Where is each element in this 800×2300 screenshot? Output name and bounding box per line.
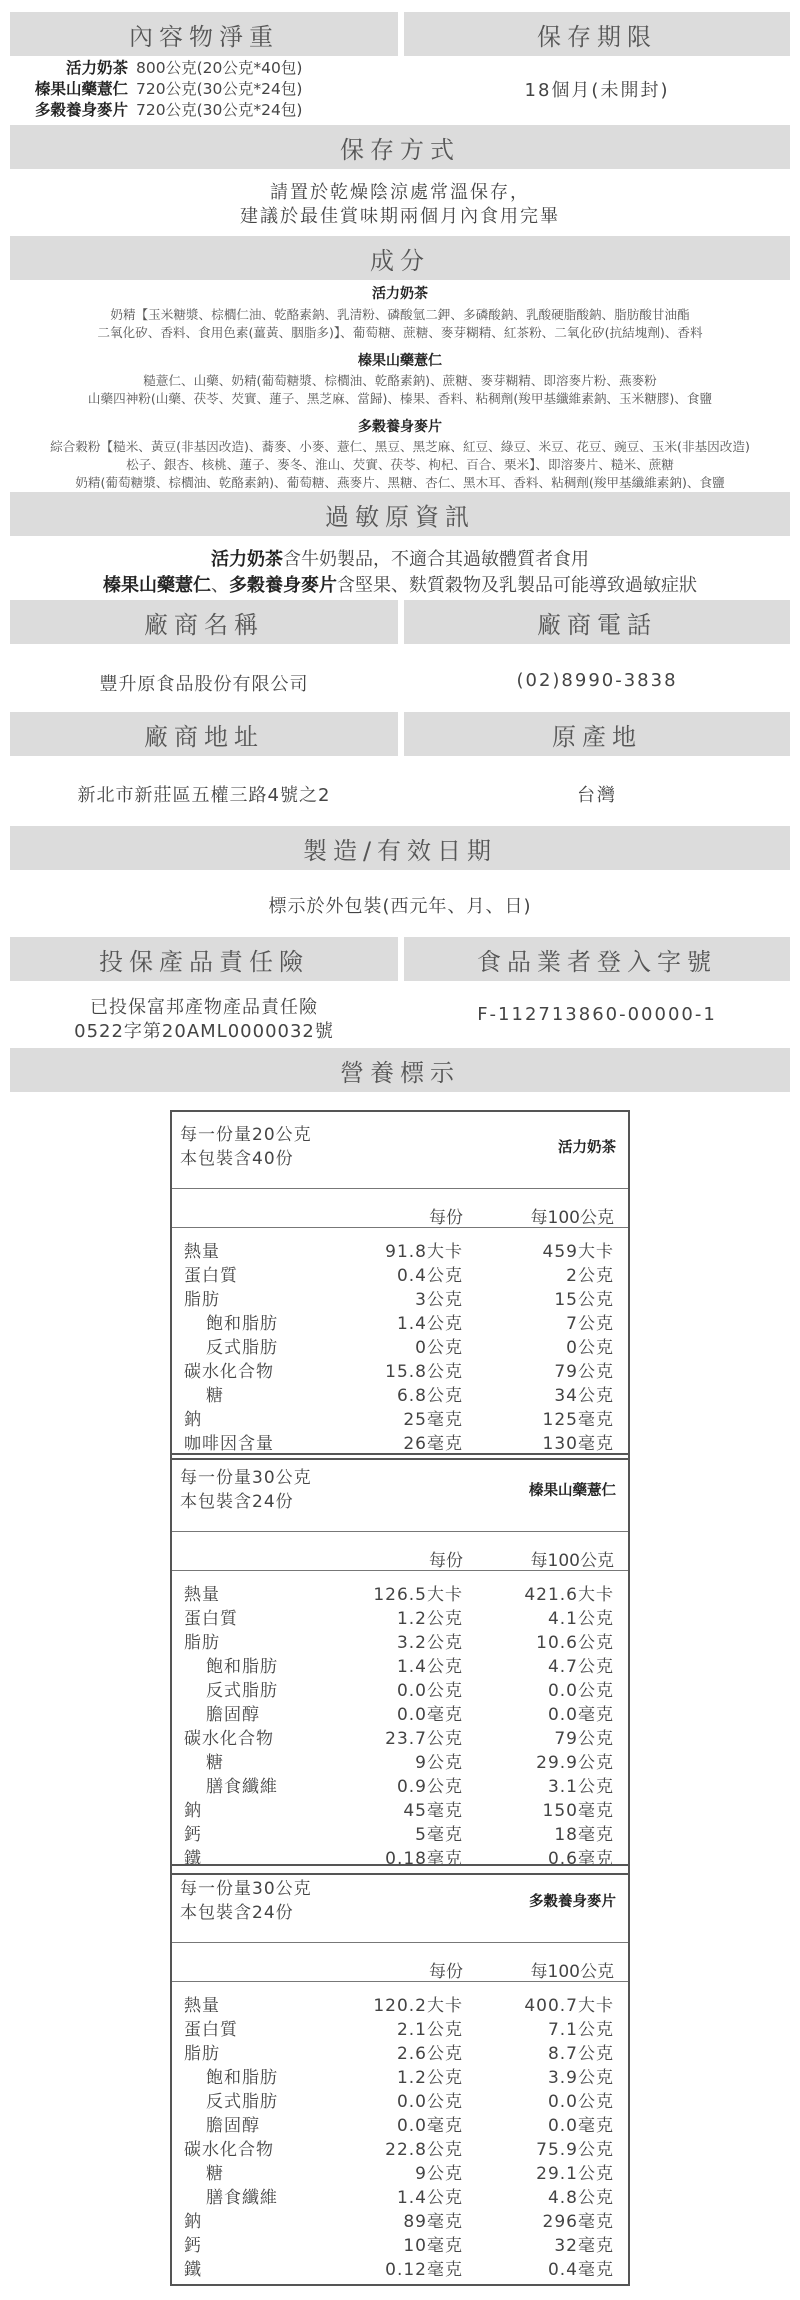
nutrient-label: 鈣 [184,2236,202,2256]
per-100g-header: 每100公克 [530,1208,614,1228]
registration-header: 食品業者登入字號 [404,937,790,981]
net-weight-row [20,79,400,100]
nutrient-label: 飽和脂肪 [206,2068,278,2088]
per-100g-header: 每100公克 [530,1962,614,1982]
per-serving-value: 1.2公克 [396,1609,463,1629]
shelf-life-value: 18個月(未開封) [524,80,670,101]
servings-per-package: 本包裝含24份 [180,1492,294,1512]
nutrition-row [172,2062,628,2086]
per-100g-value: 0.0毫克 [547,2116,614,2136]
per-serving-value: 3.2公克 [396,1633,463,1653]
per-serving-value: 5毫克 [415,1825,463,1845]
per-serving-value: 3公克 [415,1290,463,1310]
nutrition-row [172,1723,628,1747]
serving-size: 每一份量30公克 [180,1879,312,1899]
per-100g-value: 75.9公克 [536,2140,614,2160]
allergen-text: 含牛奶製品，不適合其過敏體質者食用 [283,549,589,570]
per-100g-value: 130毫克 [542,1434,614,1454]
nutrient-label: 鈉 [184,2212,202,2232]
allergen-line-1 [0,545,800,571]
per-serving-value: 91.8大卡 [385,1242,463,1262]
origin-value: 台灣 [577,785,617,806]
net-weight-name: 活力奶茶 [65,59,128,77]
net-weight-row [20,100,400,121]
allergen-product: 榛果山藥薏仁 [103,575,211,596]
nutrient-label: 鈉 [184,1410,202,1430]
nutrition-rows [172,1228,628,1458]
per-100g-value: 79公克 [554,1729,614,1749]
nutrition-row [172,2134,628,2158]
nutrient-label: 脂肪 [184,1290,220,1310]
nutrition-row [172,1236,628,1260]
nutrient-label: 脂肪 [184,1633,220,1653]
nutrient-label: 蛋白質 [184,2020,238,2040]
per-serving-value: 2.6公克 [396,2044,463,2064]
per-serving-value: 23.7公克 [385,1729,463,1749]
maker-address-header: 廠商地址 [10,712,398,756]
per-serving-value: 0.0公克 [396,1681,463,1701]
nutrient-label: 膽固醇 [206,1705,260,1725]
per-serving-value: 9公克 [415,2164,463,2184]
nutrient-label: 飽和脂肪 [206,1314,278,1334]
per-100g-value: 15公克 [554,1290,614,1310]
nutrient-label: 反式脂肪 [206,1338,278,1358]
per-100g-value: 29.9公克 [536,1753,614,1773]
per-serving-value: 9公克 [415,1753,463,1773]
storage-line-2: 建議於最佳賞味期兩個月內食用完畢 [240,206,560,227]
nutrient-label: 蛋白質 [184,1266,238,1286]
maker-address-value: 新北市新莊區五權三路4號之2 [77,785,331,806]
net-weight-name: 榛果山藥薏仁 [34,80,128,98]
net-weight-list [20,58,400,121]
per-serving-value: 15.8公克 [385,1362,463,1382]
per-serving-value: 0.18毫克 [385,1849,463,1869]
per-100g-value: 4.1公克 [547,1609,614,1629]
nutrition-row [172,1819,628,1843]
maker-name-header: 廠商名稱 [10,600,398,644]
nutrient-label: 膳食纖維 [206,2188,278,2208]
nutrition-row [172,1404,628,1428]
nutrition-row [172,1579,628,1603]
net-weight-value: 720公克(30公克*24包) [136,101,303,119]
per-100g-value: 421.6大卡 [524,1585,614,1605]
nutrition-table-head [172,1455,628,1532]
per-100g-value: 34公克 [554,1386,614,1406]
nutrition-row [172,2158,628,2182]
nutrition-row [172,2182,628,2206]
per-100g-value: 0.0公克 [547,1681,614,1701]
nutrition-column-header [172,1532,628,1571]
nutrient-label: 碳水化合物 [184,1362,274,1382]
ingredient-line: 綜合穀粉【糙米、黃豆(非基因改造)、蕎麥、小麥、薏仁、黑豆、黑芝麻、紅豆、綠豆、米豆、花豆、豌豆、玉米(非基因改造) [50,439,750,454]
nutrition-row [172,1747,628,1771]
product-name: 活力奶茶 [558,1140,616,1156]
per-serving-value: 0.12毫克 [385,2260,463,2280]
per-100g-value: 4.8公克 [547,2188,614,2208]
ingredient-line: 松子、銀杏、核桃、蓮子、麥冬、淮山、芡實、茯苓、枸杞、百合、栗米】、即溶麥片、糙米、蔗糖 [126,457,674,472]
per-serving-value: 26毫克 [403,1434,463,1454]
nutrient-label: 鈉 [184,1801,202,1821]
nutrition-row [172,1651,628,1675]
per-100g-value: 10.6公克 [536,1633,614,1653]
per-serving-value: 1.2公克 [396,2068,463,2088]
nutrition-row [172,2206,628,2230]
net-weight-value: 720公克(30公克*24包) [136,80,303,98]
per-100g-value: 400.7大卡 [524,1996,614,2016]
nutrition-table-head [172,1112,628,1189]
per-100g-value: 7公克 [566,1314,614,1334]
nutrition-row [172,1795,628,1819]
per-100g-value: 29.1公克 [536,2164,614,2184]
servings-per-package: 本包裝含24份 [180,1903,294,1923]
nutrient-label: 碳水化合物 [184,2140,274,2160]
nutrition-row [172,1332,628,1356]
nutrient-label: 熱量 [184,1585,220,1605]
nutrient-label: 熱量 [184,1996,220,2016]
nutrition-row [172,1284,628,1308]
per-serving-value: 0.0毫克 [396,2116,463,2136]
nutrition-table-3 [170,1864,630,2286]
origin-header: 原產地 [404,712,790,756]
nutrition-header: 營養標示 [10,1048,790,1092]
nutrition-row [172,2086,628,2110]
per-serving-value: 120.2大卡 [373,1996,463,2016]
per-serving-value: 0.9公克 [396,1777,463,1797]
serving-size: 每一份量20公克 [180,1125,312,1145]
per-serving-value: 1.4公克 [396,1314,463,1334]
per-serving-header: 每份 [429,1962,463,1982]
nutrition-table-2 [170,1453,630,1875]
per-100g-value: 7.1公克 [547,2020,614,2040]
per-100g-value: 32毫克 [554,2236,614,2256]
product-name: 多穀養身麥片 [529,1894,616,1910]
ingredient-line: 奶精【玉米糖漿、棕櫚仁油、乾酪素鈉、乳清粉、磷酸氫二鉀、多磷酸鈉、乳酸硬脂酸鈉、脂肪酸甘油酯 [110,307,690,322]
maker-name-value: 豐升原食品股份有限公司 [99,674,309,695]
nutrition-row [172,1603,628,1627]
nutrient-label: 糖 [206,1386,224,1406]
nutrition-row [172,1990,628,2014]
nutrient-label: 咖啡因含量 [184,1434,274,1454]
per-100g-value: 296毫克 [542,2212,614,2232]
nutrition-row [172,2110,628,2134]
per-serving-header: 每份 [429,1208,463,1228]
per-serving-value: 0公克 [415,1338,463,1358]
maker-phone-header: 廠商電話 [404,600,790,644]
allergen-product: 多穀養身麥片 [229,575,337,596]
nutrient-label: 鈣 [184,1825,202,1845]
nutrition-row [172,2014,628,2038]
shelf-life-header: 保存期限 [404,12,790,56]
per-serving-value: 2.1公克 [396,2020,463,2040]
nutrition-row [172,1675,628,1699]
per-serving-value: 1.4公克 [396,2188,463,2208]
registration-value: F-112713860-00000-1 [477,1004,717,1025]
per-100g-value: 125毫克 [542,1410,614,1430]
ingredient-line: 奶精(葡萄糖漿、棕櫚油、乾酪素鈉)、葡萄糖、燕麥片、黑糖、杏仁、黑木耳、香料、粘稠劑(羧甲基纖維素鈉)、食鹽 [75,475,725,490]
nutrition-row [172,1356,628,1380]
ingredient-line: 二氧化矽、香料、食用色素(薑黃、胭脂多)】、葡萄糖、蔗糖、麥芽糊精、紅茶粉、二氧化矽(抗結塊劑)、香料 [97,325,703,340]
per-100g-value: 8.7公克 [547,2044,614,2064]
allergen-line-2 [0,571,800,597]
per-100g-value: 0.4毫克 [547,2260,614,2280]
servings-per-package: 本包裝含40份 [180,1149,294,1169]
maker-phone-value: (02)8990-3838 [516,670,678,691]
nutrient-label: 膳食纖維 [206,1777,278,1797]
per-100g-value: 0.0毫克 [547,1705,614,1725]
per-serving-value: 126.5大卡 [373,1585,463,1605]
per-100g-value: 0.6毫克 [547,1849,614,1869]
nutrition-row [172,2230,628,2254]
insurance-header: 投保產品責任險 [10,937,398,981]
nutrition-column-header [172,1943,628,1982]
per-100g-value: 3.9公克 [547,2068,614,2088]
nutrient-label: 鐵 [184,2260,202,2280]
ingredient-title: 多穀養身麥片 [358,419,442,435]
nutrition-table-head [172,1866,628,1943]
per-100g-value: 0公克 [566,1338,614,1358]
per-serving-value: 0.4公克 [396,1266,463,1286]
per-100g-value: 3.1公克 [547,1777,614,1797]
net-weight-value: 800公克(20公克*40包) [136,59,303,77]
per-serving-value: 25毫克 [403,1410,463,1430]
nutrient-label: 鐵 [184,1849,202,1869]
ingredient-title: 活力奶茶 [372,286,428,302]
nutrient-label: 脂肪 [184,2044,220,2064]
nutrition-rows [172,1982,628,2284]
nutrition-row [172,1380,628,1404]
date-value: 標示於外包裝(西元年、月、日) [268,896,532,917]
nutrition-row [172,1428,628,1452]
storage-line-1: 請置於乾燥陰涼處常溫保存， [270,182,530,203]
storage-header: 保存方式 [10,125,790,169]
nutrient-label: 熱量 [184,1242,220,1262]
per-serving-value: 0.0毫克 [396,1705,463,1725]
per-100g-header: 每100公克 [530,1551,614,1571]
date-header: 製造/有效日期 [10,826,790,870]
per-100g-value: 18毫克 [554,1825,614,1845]
per-serving-header: 每份 [429,1551,463,1571]
insurance-line-2: 0522字第20AML0000032號 [74,1021,334,1042]
allergen-product: 活力奶茶 [211,549,283,570]
nutrition-table-1 [170,1110,630,1460]
allergen-text: 含堅果、麩質穀物及乳製品可能導致過敏症狀 [337,575,697,596]
allergen-separator: 、 [211,575,229,596]
nutrition-row [172,1771,628,1795]
net-weight-name: 多穀養身麥片 [34,101,128,119]
nutrient-label: 碳水化合物 [184,1729,274,1749]
nutrition-row [172,1699,628,1723]
per-serving-value: 45毫克 [403,1801,463,1821]
ingredient-line: 山藥四神粉(山藥、茯苓、芡實、蓮子、黑芝麻、當歸)、榛果、香料、粘稠劑(羧甲基纖維素鈉、玉米糖膠)、食鹽 [87,391,713,406]
nutrition-row [172,2038,628,2062]
net-weight-row [20,58,400,79]
per-100g-value: 459大卡 [542,1242,614,1262]
nutrition-row [172,1627,628,1651]
per-100g-value: 2公克 [566,1266,614,1286]
nutrient-label: 蛋白質 [184,1609,238,1629]
per-100g-value: 79公克 [554,1362,614,1382]
allergen-header: 過敏原資訊 [10,492,790,536]
nutrient-label: 飽和脂肪 [206,1657,278,1677]
nutrient-label: 糖 [206,1753,224,1773]
product-name: 榛果山藥薏仁 [529,1483,616,1499]
nutrition-row [172,1260,628,1284]
per-serving-value: 1.4公克 [396,1657,463,1677]
nutrition-row [172,1308,628,1332]
nutrition-column-header [172,1189,628,1228]
ingredient-title: 榛果山藥薏仁 [358,353,442,369]
insurance-line-1: 已投保富邦產物產品責任險 [90,997,318,1018]
per-100g-value: 150毫克 [542,1801,614,1821]
nutrition-rows [172,1571,628,1873]
serving-size: 每一份量30公克 [180,1468,312,1488]
per-serving-value: 0.0公克 [396,2092,463,2112]
per-100g-value: 0.0公克 [547,2092,614,2112]
per-serving-value: 10毫克 [403,2236,463,2256]
per-serving-value: 6.8公克 [396,1386,463,1406]
nutrient-label: 糖 [206,2164,224,2184]
per-serving-value: 89毫克 [403,2212,463,2232]
nutrient-label: 反式脂肪 [206,1681,278,1701]
ingredient-line: 糙薏仁、山藥、奶精(葡萄糖漿、棕櫚油、乾酪素鈉)、蔗糖、麥芽糊精、即溶麥片粉、燕麥粉 [143,373,657,388]
ingredients-header: 成分 [10,236,790,280]
nutrient-label: 反式脂肪 [206,2092,278,2112]
nutrition-row [172,2254,628,2278]
nutrient-label: 膽固醇 [206,2116,260,2136]
per-100g-value: 4.7公克 [547,1657,614,1677]
net-weight-header: 內容物淨重 [10,12,398,56]
per-serving-value: 22.8公克 [385,2140,463,2160]
